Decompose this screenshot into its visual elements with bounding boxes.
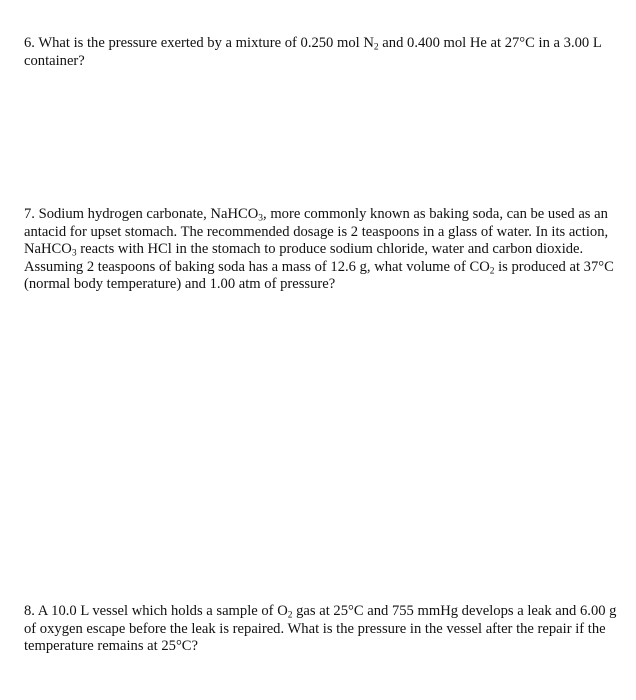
question-7-text-cont: is produced at 37°C (normal body temperature) and 1.00 atm of pressure?	[24, 258, 614, 293]
question-7	[24, 206, 620, 294]
question-6-text: 6. What is the pressure exerted by a mixture of 0.250 mol N	[24, 35, 374, 51]
question-8-text-cont: gas at 25°C and 755 mmHg develops a leak and 6.00 g of oxygen escape before the leak is repaired. What is the pressure in the vessel after the repair if the temperature remains at 25°C?	[24, 603, 617, 655]
subscript-2: 2	[373, 42, 379, 53]
subscript-3: 3	[71, 248, 77, 259]
subscript-3: 3	[258, 213, 264, 224]
question-7-text-cont: , more commonly known as baking soda, can be used as an antacid for upset stomach. The recommended dosage is 2 teaspoons in a glass of water. In its action, NaHCO	[24, 206, 609, 258]
subscript-2: 2	[287, 610, 293, 621]
question-7-text: 7. Sodium hydrogen carbonate, NaHCO	[24, 206, 259, 222]
question-8-text: 8. A 10.0 L vessel which holds a sample of O	[24, 603, 288, 619]
question-6	[24, 35, 620, 70]
question-6-text-cont: and 0.400 mol He at 27°C in a 3.00 L container?	[24, 35, 602, 69]
question-7-text-cont: reacts with HCl in the stomach to produce sodium chloride, water and carbon dioxide. Assuming 2 teaspoons of baking soda has a mass of 12.6 g, what volume of CO	[24, 241, 584, 275]
subscript-2: 2	[489, 266, 495, 277]
question-8	[24, 603, 620, 656]
